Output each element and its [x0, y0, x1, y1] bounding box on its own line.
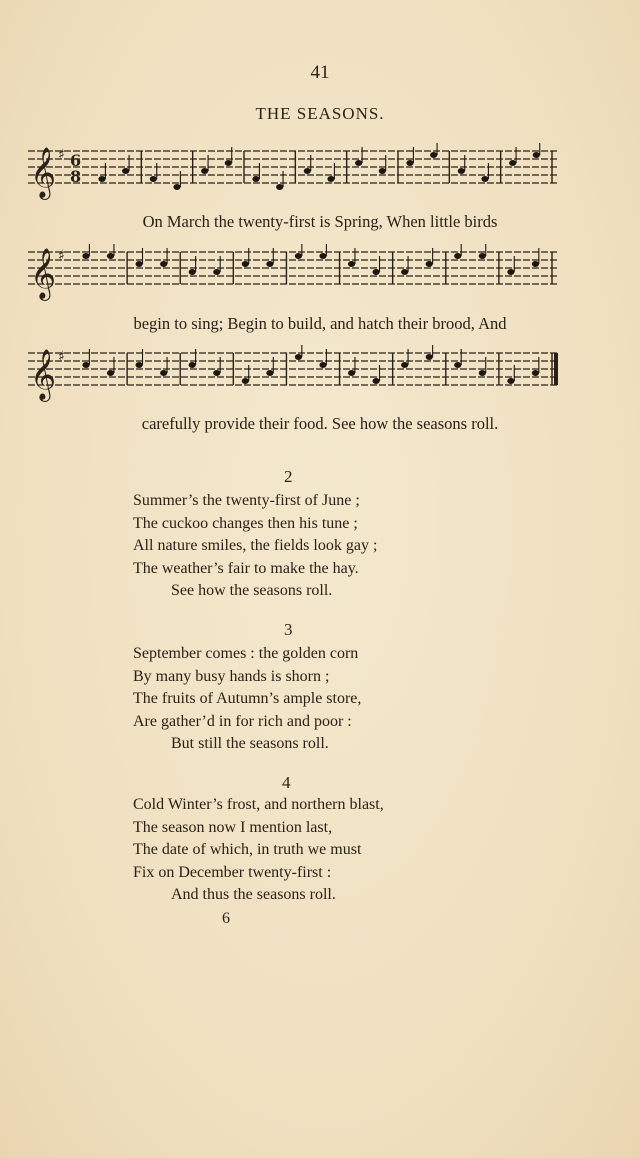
- note-head: [454, 362, 461, 368]
- note-head: [509, 160, 516, 166]
- note-head: [458, 168, 465, 174]
- verse-line: The date of which, in truth we must: [133, 841, 362, 858]
- note-head: [107, 370, 114, 376]
- verse-number-4: 4: [282, 773, 291, 792]
- verse-line: September comes : the golden corn: [133, 645, 359, 662]
- note-head: [295, 354, 302, 360]
- note-head: [355, 160, 362, 166]
- note-head: [160, 370, 167, 376]
- verse-line: All nature smiles, the fields look gay ;: [133, 537, 378, 554]
- note-head: [82, 362, 89, 368]
- verse-line: Are gather’d in for rich and poor :: [133, 712, 352, 730]
- staff-3: [28, 345, 563, 405]
- treble-clef-icon: 𝄞: [30, 248, 57, 299]
- verse-line: The fruits of Autumn’s ample store,: [133, 690, 362, 707]
- verse-refrain: See how the seasons roll.: [171, 582, 333, 599]
- note-head: [213, 269, 220, 275]
- note-head: [276, 184, 283, 190]
- lyric-text: begin to sing; Begin to build, and hatch their brood, And: [133, 314, 507, 333]
- note-head: [136, 261, 143, 267]
- sharp-icon: ♯: [58, 248, 65, 264]
- lyric-line-2: [0, 314, 640, 334]
- note-head: [225, 160, 232, 166]
- music-staff-2: [28, 244, 563, 304]
- note-head: [242, 378, 249, 384]
- staff-1: [28, 143, 563, 203]
- verse-line: By many busy hands is shorn ;: [133, 667, 330, 685]
- note-head: [160, 261, 167, 267]
- verse-3: [133, 643, 361, 756]
- staff-2: [28, 244, 563, 304]
- note-head: [430, 152, 437, 158]
- note-head: [507, 378, 514, 384]
- note-head: [481, 176, 488, 182]
- note-head: [426, 354, 433, 360]
- note-head: [189, 269, 196, 275]
- note-head: [406, 160, 413, 166]
- verse-line: Cold Winter’s frost, and northern blast,: [133, 796, 384, 813]
- note-head: [304, 168, 311, 174]
- verse-line: The season now I mention last,: [133, 818, 333, 836]
- note-head: [82, 253, 89, 259]
- verse-number-3: 3: [284, 620, 293, 639]
- page-number: 41: [310, 62, 330, 83]
- verse-line: Fix on December twenty-first :: [133, 863, 332, 881]
- music-staff-1: [28, 143, 563, 203]
- note-head: [189, 362, 196, 368]
- note-head: [507, 269, 514, 275]
- treble-clef-icon: 𝄞: [30, 349, 57, 400]
- time-signature-top: 6: [70, 151, 82, 170]
- note-head: [379, 168, 386, 174]
- note-head: [201, 168, 208, 174]
- note-head: [401, 269, 408, 275]
- verse-line: The weather’s fair to make the hay.: [133, 559, 359, 577]
- note-head: [479, 253, 486, 259]
- note-head: [252, 176, 259, 182]
- note-head: [266, 370, 273, 376]
- note-head: [242, 261, 249, 267]
- printer-signature: 6: [222, 910, 230, 927]
- lyric-line-1: [0, 212, 640, 232]
- music-staff-3: [28, 345, 563, 405]
- note-head: [122, 168, 129, 174]
- note-head: [266, 261, 273, 267]
- note-head: [295, 253, 302, 259]
- verse-line: The cuckoo changes then his tune ;: [133, 514, 358, 532]
- note-head: [213, 370, 220, 376]
- verse-number-2: 2: [284, 467, 293, 486]
- note-head: [107, 253, 114, 259]
- sharp-icon: ♯: [58, 147, 65, 163]
- verse-refrain: But still the seasons roll.: [171, 735, 329, 752]
- note-head: [136, 362, 143, 368]
- final-bar-line: [554, 353, 558, 385]
- note-head: [454, 253, 461, 259]
- verse-4: [133, 794, 384, 907]
- note-head: [373, 378, 380, 384]
- note-head: [348, 261, 355, 267]
- note-head: [532, 261, 539, 267]
- verse-2: [133, 490, 377, 603]
- note-head: [173, 184, 180, 190]
- note-head: [348, 370, 355, 376]
- note-head: [532, 370, 539, 376]
- note-head: [319, 253, 326, 259]
- lyric-line-3: [0, 414, 640, 434]
- page-title: THE SEASONS.: [255, 104, 385, 123]
- note-head: [327, 176, 334, 182]
- note-head: [98, 176, 105, 182]
- lyric-text: carefully provide their food. See how the seasons roll.: [141, 414, 499, 433]
- note-head: [150, 176, 157, 182]
- note-head: [319, 362, 326, 368]
- verse-refrain: And thus the seasons roll.: [171, 886, 336, 903]
- note-head: [479, 370, 486, 376]
- verse-line: Summer’s the twenty-first of June ;: [133, 492, 360, 509]
- note-head: [373, 269, 380, 275]
- lyric-text: On March the twenty-first is Spring, When little birds: [142, 212, 498, 231]
- note-head: [426, 261, 433, 267]
- sharp-icon: ♯: [58, 349, 65, 365]
- time-signature-bottom: 8: [70, 167, 82, 186]
- treble-clef-icon: 𝄞: [30, 147, 57, 198]
- note-head: [533, 152, 540, 158]
- note-head: [401, 362, 408, 368]
